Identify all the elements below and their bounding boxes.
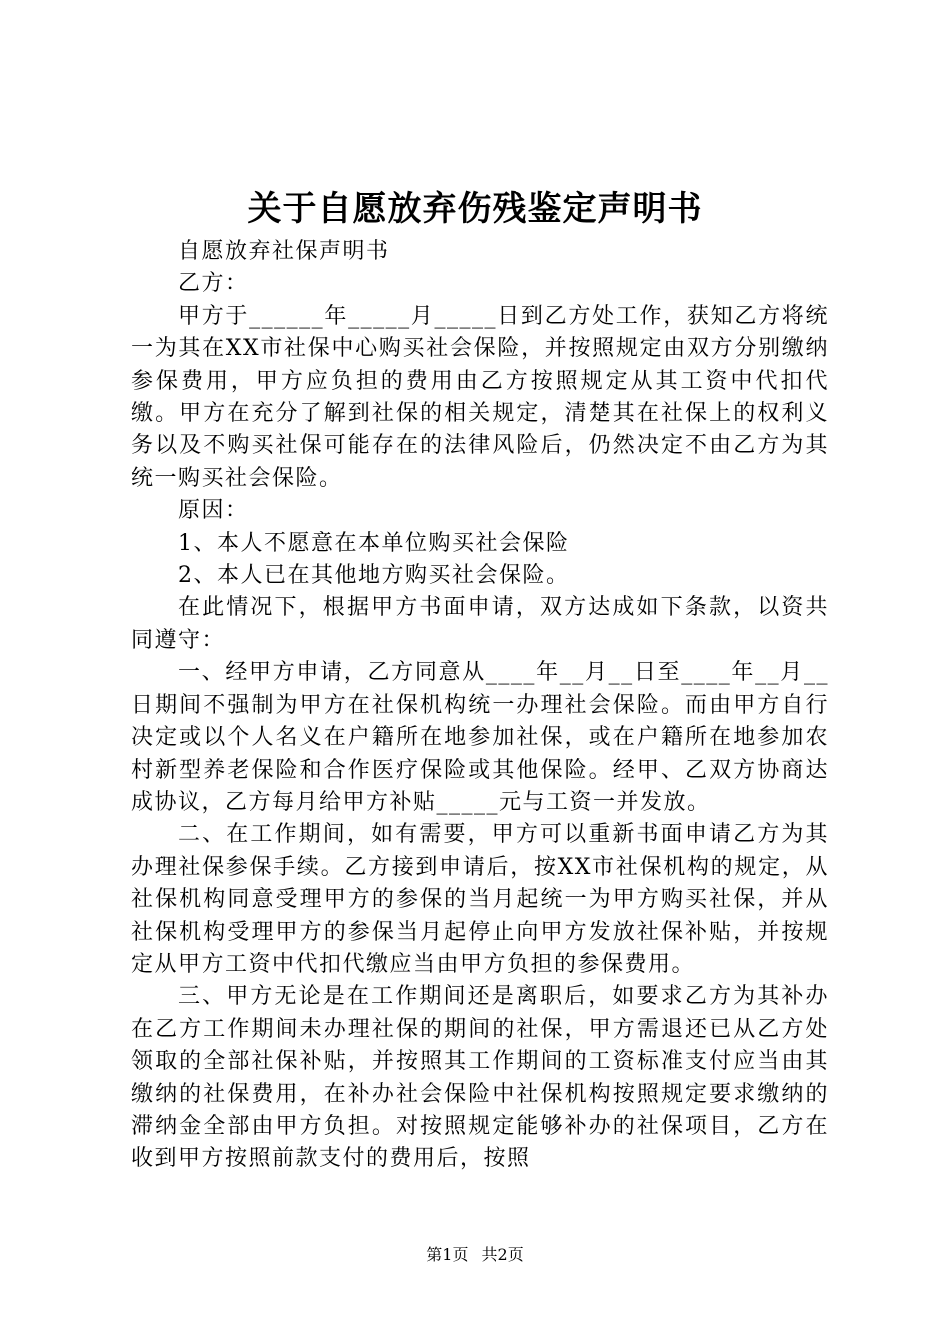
page-number-footer: 第1页 共2页 [426, 1245, 524, 1264]
subtitle-paragraph: 自愿放弃社保声明书 [178, 239, 390, 264]
clause-3-paragraph: 三、甲方无论是在工作期间还是离职后，如要求乙方为其补办在乙方工作期间未办理社保的期间的社保，甲方需退还已从乙方处领取的全部社保补贴，并按照其工作期间的工资标准支付应当由其缴纳的社保费用，在补办社会保险中社保机构按照规定要求缴纳的滞纳金全部由甲方负担。对按照规定能够补办的社保项目，乙方在收到甲方按照前款支付的费用后，按照 [131, 984, 829, 1172]
clause-1-paragraph: 一、经甲方申请，乙方同意从____年__月__日至____年__月__日期间不强制为甲方在社保机构统一办理社会保险。而由甲方自行决定或以个人名义在户籍所在地参加社保，或在户籍所在地参加农村新型养老保险和合作医疗保险或其他保险。经甲、乙双方协商达成协议，乙方每月给甲方补贴_____元与工资一并发放。 [131, 660, 829, 815]
reason-item-1: 1、本人不愿意在本单位购买社会保险 [178, 530, 570, 556]
party-b-paragraph: 乙方： [178, 271, 249, 297]
agreement-intro-paragraph: 在此情况下，根据甲方书面申请，双方达成如下条款，以资共同遵守： [131, 595, 829, 653]
statement-paragraph: 甲方于______年_____月_____日到乙方处工作，获知乙方将统一为其在XX市社保中心购买社会保险，并按照规定由双方分别缴纳参保费用，甲方应负担的费用由乙方按照规定从其工资中代扣代缴。甲方在充分了解到社保的相关规定，清楚其在社保上的权利义务以及不购买社保可能存在的法律风险后，仍然决定不由乙方为其统一购买社会保险。 [131, 303, 829, 491]
reason-item-2: 2、本人已在其他地方购买社会保险。 [178, 563, 570, 589]
reason-heading: 原因： [178, 498, 249, 524]
document-title: 关于自愿放弃伤残鉴定声明书 [247, 189, 703, 229]
document-body [131, 236, 829, 1176]
clause-2-paragraph: 二、在工作期间，如有需要，甲方可以重新书面申请乙方为其办理社保参保手续。乙方接到申请后，按XX市社保机构的规定，从社保机构同意受理甲方的参保的当月起统一为甲方购买社保，并从社保机构受理甲方的参保当月起停止向甲方发放社保补贴，并按规定从甲方工资中代扣代缴应当由甲方负担的参保费用。 [131, 822, 829, 977]
